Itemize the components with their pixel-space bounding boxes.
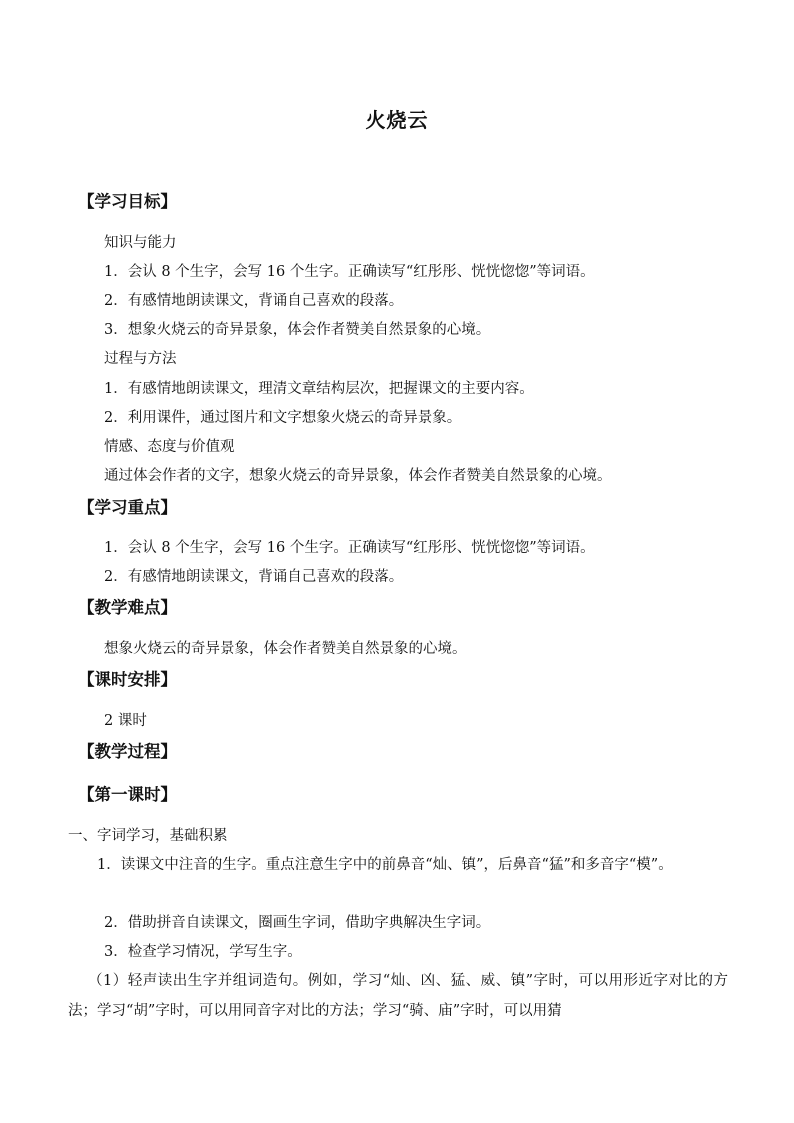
goals-process-item-2: 2．利用课件，通过图片和文字想象火烧云的奇异景象。 bbox=[104, 410, 462, 426]
goals-emotion-item: 通过体会作者的文字，想象火烧云的奇异景象，体会作者赞美自然景象的心境。 bbox=[104, 468, 612, 484]
key-heading: 【学习重点】 bbox=[78, 498, 177, 517]
difficulty-text: 想象火烧云的奇异景象，体会作者赞美自然景象的心境。 bbox=[104, 641, 467, 657]
process-heading: 【教学过程】 bbox=[78, 742, 177, 761]
goals-knowledge-item-1: 1．会认 8 个生字，会写 16 个生字。正确读写“红彤彤、恍恍惚惚”等词语。 bbox=[104, 264, 595, 280]
goals-knowledge-item-2: 2．有感情地朗读课文，背诵自己喜欢的段落。 bbox=[104, 293, 404, 309]
goals-process-item-1: 1．有感情地朗读课文，理清文章结构层次，把握课文的主要内容。 bbox=[104, 381, 534, 397]
lesson1-part1-title: 一、字词学习，基础积累 bbox=[68, 828, 228, 844]
goals-knowledge-item-3: 3．想象火烧云的奇异景象，体会作者赞美自然景象的心境。 bbox=[104, 322, 491, 338]
goals-subheading-knowledge: 知识与能力 bbox=[104, 235, 177, 251]
lesson1-step-2: 2．借助拼音自读课文，圈画生字词，借助字典解决生字词。 bbox=[104, 915, 491, 931]
goals-subheading-process: 过程与方法 bbox=[104, 351, 177, 367]
lesson1-step-3: 3．检查学习情况，学写生字。 bbox=[104, 944, 302, 960]
lesson1-step-1: 1．读课文中注音的生字。重点注意生字中的前鼻音“灿、镇”，后鼻音“猛”和多音字“模”。 bbox=[97, 857, 673, 873]
goals-subheading-emotion: 情感、态度与价值观 bbox=[104, 439, 235, 455]
schedule-text: 2 课时 bbox=[104, 713, 147, 729]
lesson1-heading: 【第一课时】 bbox=[78, 785, 177, 804]
goals-heading: 【学习目标】 bbox=[78, 192, 177, 211]
difficulty-heading: 【教学难点】 bbox=[78, 598, 177, 617]
lesson1-step-4: （1）轻声读出生字并组词造句。例如，学习“灿、凶、猛、威、镇”字时，可以用形近字对比的方法；学习“胡”字时，可以用同音字对比的方法；学习“骑、庙”字时，可以用猜 bbox=[68, 973, 728, 1019]
schedule-heading: 【课时安排】 bbox=[78, 670, 177, 689]
page-title: 火烧云 bbox=[365, 108, 429, 132]
key-item-1: 1．会认 8 个生字，会写 16 个生字。正确读写“红彤彤、恍恍惚惚”等词语。 bbox=[104, 540, 595, 556]
key-item-2: 2．有感情地朗读课文，背诵自己喜欢的段落。 bbox=[104, 569, 404, 585]
